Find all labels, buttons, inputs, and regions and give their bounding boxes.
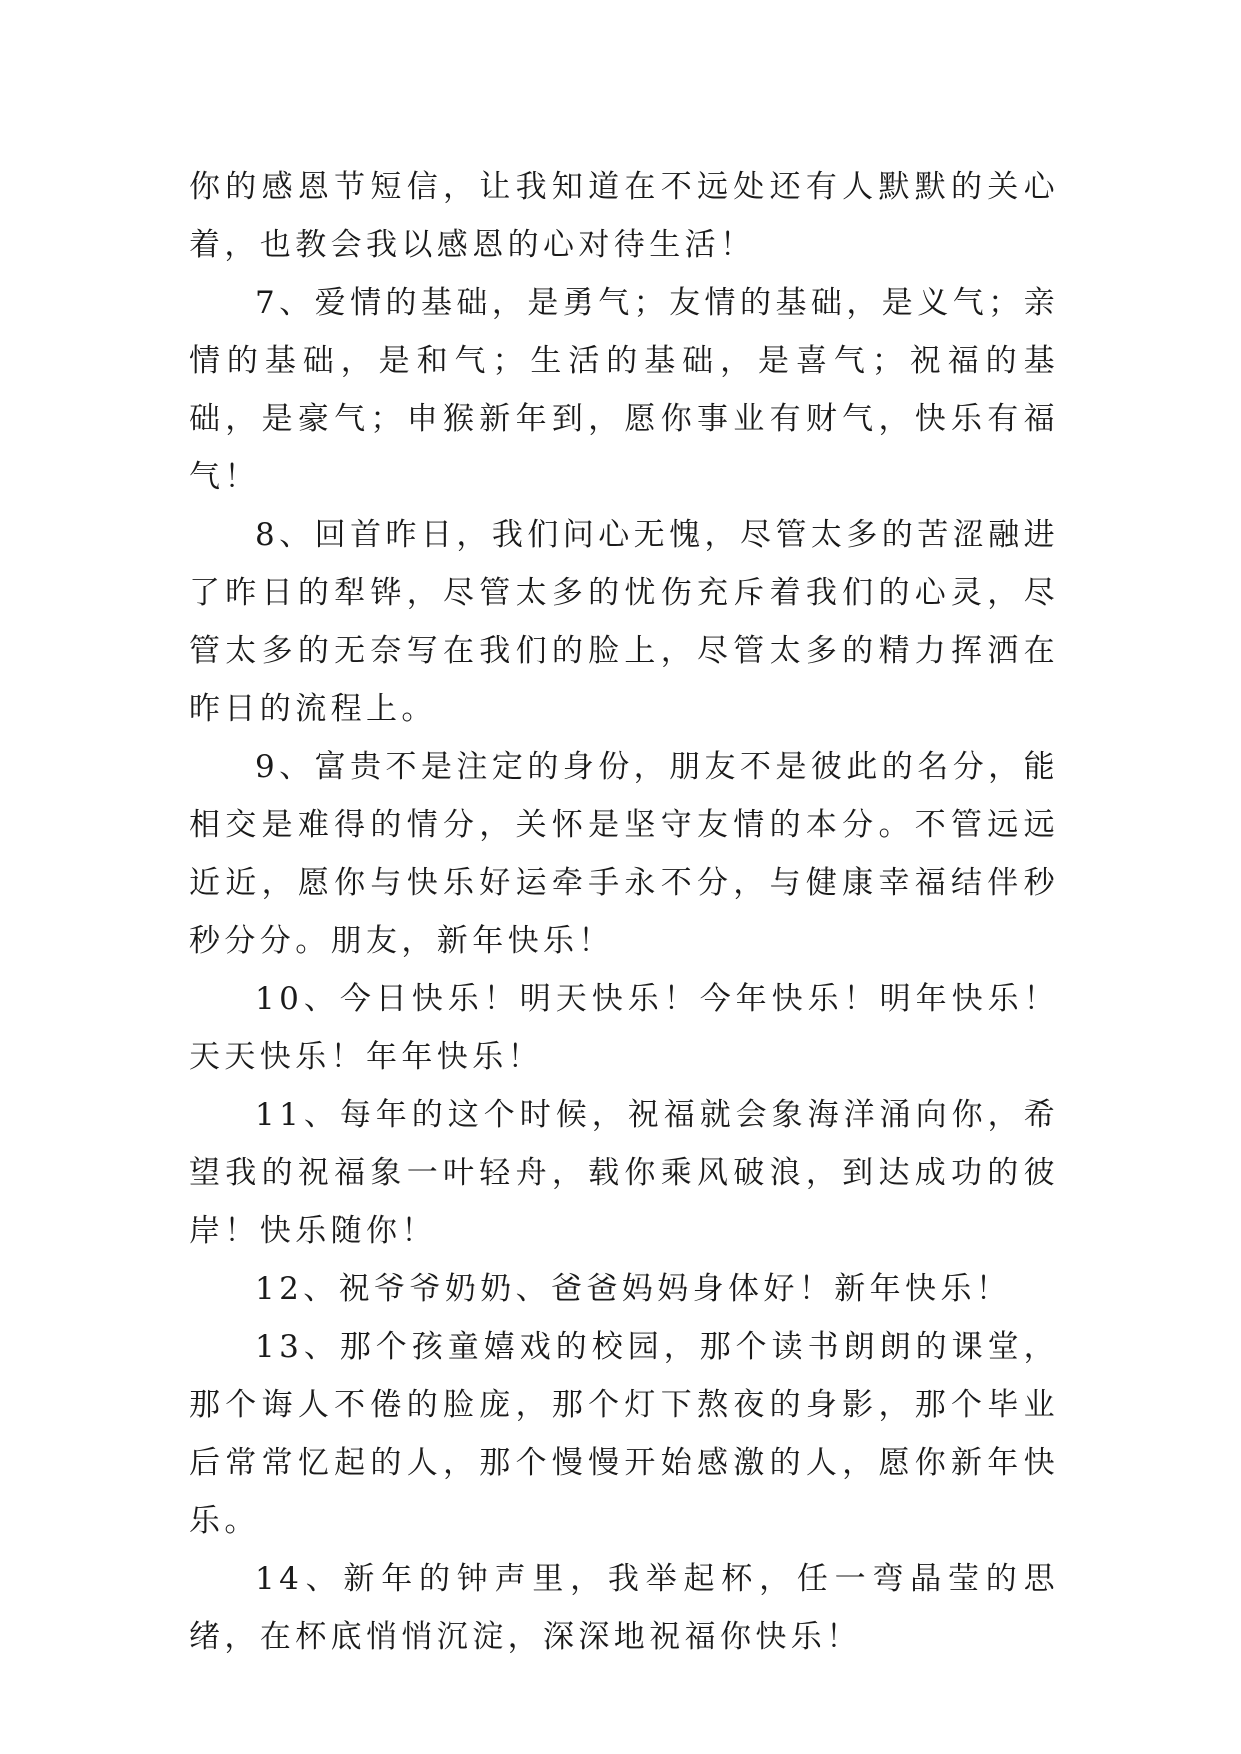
paragraph-7: 7、爱情的基础，是勇气；友情的基础，是义气；亲情的基础，是和气；生活的基础，是喜气；祝福的基础，是豪气；申猴新年到，愿你事业有财气，快乐有福气！ — [189, 285, 1059, 495]
paragraph-13: 13、那个孩童嬉戏的校园，那个读书朗朗的课堂，那个诲人不倦的脸庞，那个灯下熬夜的身影，那个毕业后常常忆起的人，那个慢慢开始感激的人，愿你新年快乐。 — [189, 1329, 1059, 1539]
paragraph-14: 14、新年的钟声里，我举起杯，任一弯晶莹的思绪，在杯底悄悄沉淀，深深地祝福你快乐！ — [189, 1561, 1059, 1655]
document-body — [189, 158, 1059, 1666]
paragraph-1: 你的感恩节短信，让我知道在不远处还有人默默的关心着，也教会我以感恩的心对待生活！ — [189, 169, 1059, 263]
paragraph-10: 10、今日快乐！明天快乐！今年快乐！明年快乐！天天快乐！年年快乐！ — [189, 981, 1059, 1075]
paragraph-11: 11、每年的这个时候，祝福就会象海洋涌向你，希望我的祝福象一叶轻舟，载你乘风破浪，到达成功的彼岸！快乐随你！ — [189, 1097, 1059, 1249]
paragraph-12: 12、祝爷爷奶奶、爸爸妈妈身体好！新年快乐！ — [255, 1271, 1012, 1307]
paragraph-9: 9、富贵不是注定的身份，朋友不是彼此的名分，能相交是难得的情分，关怀是坚守友情的本分。不管远远近近，愿你与快乐好运牵手永不分，与健康幸福结伴秒秒分分。朋友，新年快乐！ — [189, 749, 1059, 959]
paragraph-8: 8、回首昨日，我们问心无愧，尽管太多的苦涩融进了昨日的犁铧，尽管太多的忧伤充斥着我们的心灵，尽管太多的无奈写在我们的脸上，尽管太多的精力挥洒在昨日的流程上。 — [189, 517, 1059, 727]
